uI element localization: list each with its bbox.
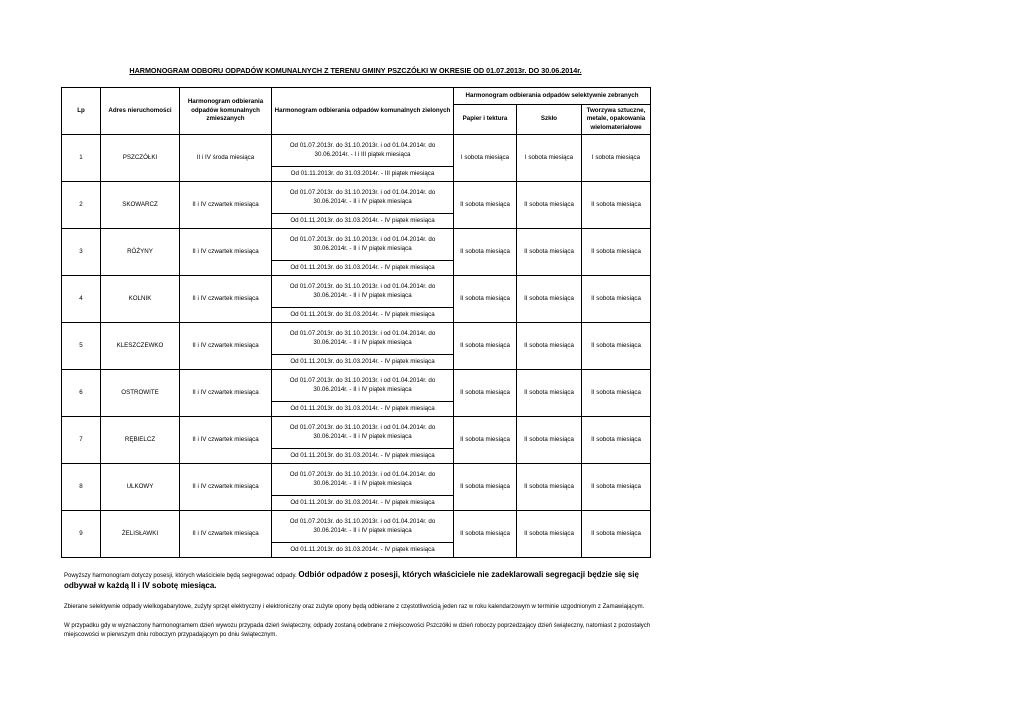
row-green-winter: Od 01.11.2013r. do 31.03.2014r. - IV piątek miesiąca <box>272 449 454 464</box>
table-row <box>62 323 651 355</box>
row-address: ULKOWY <box>101 464 180 511</box>
row-plastics: II sobota miesiąca <box>582 417 651 464</box>
row-green-summer: Od 01.07.2013r. do 31.10.2013r. i od 01.04.2014r. do 30.06.2014r. - II i IV piątek miesiąca <box>272 182 454 214</box>
row-address: RÓŻYNY <box>101 229 180 276</box>
row-glass: II sobota miesiąca <box>517 323 582 370</box>
table-row <box>62 229 651 261</box>
row-green-summer: Od 01.07.2013r. do 31.10.2013r. i od 01.04.2014r. do 30.06.2014r. - II i IV piątek miesiąca <box>272 229 454 261</box>
row-green-summer: Od 01.07.2013r. do 31.10.2013r. i od 01.04.2014r. do 30.06.2014r. - II i IV piątek miesiąca <box>272 323 454 355</box>
header-paper: Papier i tektura <box>454 105 517 135</box>
row-lp: 3 <box>62 229 101 276</box>
row-glass: II sobota miesiąca <box>517 370 582 417</box>
row-mixed: II i IV czwartek miesiąca <box>180 511 272 558</box>
note-segregation-text: Powyższy harmonogram dotyczy posesji, których właściciele będą segregować odpady. <box>64 573 299 579</box>
header-glass: Szkło <box>517 105 582 135</box>
row-mixed: II i IV środa miesiąca <box>180 135 272 182</box>
header-address: Adres nieruchomości <box>101 88 180 135</box>
row-plastics: II sobota miesiąca <box>582 182 651 229</box>
row-glass: I sobota miesiąca <box>517 135 582 182</box>
row-plastics: II sobota miesiąca <box>582 464 651 511</box>
row-mixed: II i IV czwartek miesiąca <box>180 417 272 464</box>
row-glass: II sobota miesiąca <box>517 229 582 276</box>
row-green-winter: Od 01.11.2013r. do 31.03.2014r. - IV piątek miesiąca <box>272 261 454 276</box>
table-row <box>62 135 651 167</box>
row-green-summer: Od 01.07.2013r. do 31.10.2013r. i od 01.04.2014r. do 30.06.2014r. - II i IV piątek miesiąca <box>272 464 454 496</box>
row-address: ŻELISŁAWKI <box>101 511 180 558</box>
row-glass: II sobota miesiąca <box>517 464 582 511</box>
row-paper: II sobota miesiąca <box>454 323 517 370</box>
header-green: Harmonogram odbierania odpadów komunalnych zielonych <box>272 88 454 135</box>
row-lp: 5 <box>62 323 101 370</box>
row-lp: 9 <box>62 511 101 558</box>
header-lp: Lp <box>62 88 101 135</box>
row-green-summer: Od 01.07.2013r. do 31.10.2013r. i od 01.04.2014r. do 30.06.2014r. - I i III piątek miesiąca <box>272 135 454 167</box>
note-holidays: W przypadku gdy w wyznaczony harmonogramem dzień wywozu przypada dzień świąteczny, odpady zostaną odebrane z miejscowości Pszczółki w dzień roboczy poprzedzający dzień świąteczny, natomiast z pozostałych miejscowości w pierwszym dniu roboczym przypadającym po dniu świątecznym. <box>64 623 651 639</box>
table-row <box>62 464 651 496</box>
row-paper: II sobota miesiąca <box>454 229 517 276</box>
row-address: RĘBIELCZ <box>101 417 180 464</box>
header-selective: Harmonogram odbierania odpadów selektywnie zebranych <box>454 88 651 105</box>
row-lp: 6 <box>62 370 101 417</box>
row-address: SKOWARCZ <box>101 182 180 229</box>
row-address: KLESZCZEWKO <box>101 323 180 370</box>
row-green-summer: Od 01.07.2013r. do 31.10.2013r. i od 01.04.2014r. do 30.06.2014r. - II i IV piątek miesiąca <box>272 276 454 308</box>
note-bulky-waste: Zbierane selektywnie odpady wielkogabarytowe, zużyty sprzęt elektryczny i elektroniczny oraz zużyte opony będą odbierane z częstotliwością jeden raz w roku kalendarzowym w terminie uzgodnionym z Zamawiającym. <box>64 603 645 610</box>
table-row <box>62 417 651 449</box>
note-segregation <box>64 569 664 592</box>
row-mixed: II i IV czwartek miesiąca <box>180 229 272 276</box>
row-green-winter: Od 01.11.2013r. do 31.03.2014r. - IV piątek miesiąca <box>272 496 454 511</box>
row-address: KOLNIK <box>101 276 180 323</box>
row-glass: II sobota miesiąca <box>517 417 582 464</box>
row-plastics: II sobota miesiąca <box>582 276 651 323</box>
row-plastics: II sobota miesiąca <box>582 511 651 558</box>
row-mixed: II i IV czwartek miesiąca <box>180 464 272 511</box>
row-paper: II sobota miesiąca <box>454 417 517 464</box>
row-glass: II sobota miesiąca <box>517 182 582 229</box>
table-row <box>62 182 651 214</box>
row-lp: 8 <box>62 464 101 511</box>
row-address: OSTROWITE <box>101 370 180 417</box>
page-title: HARMONOGRAM ODBORU ODPADÓW KOMUNALNYCH Z TERENU GMINY PSZCZÓŁKI W OKRESIE OD 01.07.2013r. DO 30.06.2014r. <box>129 66 582 75</box>
header-mixed: Harmonogram odbierania odpadów komunalnych zmieszanych <box>180 88 272 135</box>
row-plastics: II sobota miesiąca <box>582 370 651 417</box>
row-paper: II sobota miesiąca <box>454 182 517 229</box>
notes <box>64 569 664 651</box>
row-mixed: II i IV czwartek miesiąca <box>180 370 272 417</box>
row-lp: 4 <box>62 276 101 323</box>
row-lp: 7 <box>62 417 101 464</box>
row-green-winter: Od 01.11.2013r. do 31.03.2014r. - IV piątek miesiąca <box>272 355 454 370</box>
row-green-winter: Od 01.11.2013r. do 31.03.2014r. - III piątek miesiąca <box>272 167 454 182</box>
table-body <box>62 135 651 558</box>
row-mixed: II i IV czwartek miesiąca <box>180 182 272 229</box>
row-paper: II sobota miesiąca <box>454 464 517 511</box>
row-green-summer: Od 01.07.2013r. do 31.10.2013r. i od 01.04.2014r. do 30.06.2014r. - II i IV piątek miesiąca <box>272 511 454 543</box>
row-paper: I sobota miesiąca <box>454 135 517 182</box>
row-glass: II sobota miesiąca <box>517 511 582 558</box>
row-paper: II sobota miesiąca <box>454 511 517 558</box>
note-no-segregation-text: Odbiór odpadów z posesji, których właściciele nie zadeklarowali segregacji będzie się się odbywał w każdą II i IV sobotę miesiąca. <box>64 570 639 591</box>
row-paper: II sobota miesiąca <box>454 276 517 323</box>
table-row <box>62 276 651 308</box>
row-plastics: II sobota miesiąca <box>582 229 651 276</box>
row-green-winter: Od 01.11.2013r. do 31.03.2014r. - IV piątek miesiąca <box>272 308 454 323</box>
row-green-summer: Od 01.07.2013r. do 31.10.2013r. i od 01.04.2014r. do 30.06.2014r. - II i IV piątek miesiąca <box>272 417 454 449</box>
row-green-winter: Od 01.11.2013r. do 31.03.2014r. - IV piątek miesiąca <box>272 402 454 417</box>
row-green-winter: Od 01.11.2013r. do 31.03.2014r. - IV piątek miesiąca <box>272 543 454 558</box>
table-row <box>62 370 651 402</box>
header-plastics: Tworzywa sztuczne, metale, opakowania wielomateriałowe <box>582 105 651 135</box>
row-lp: 1 <box>62 135 101 182</box>
row-plastics: II sobota miesiąca <box>582 323 651 370</box>
row-lp: 2 <box>62 182 101 229</box>
row-green-summer: Od 01.07.2013r. do 31.10.2013r. i od 01.04.2014r. do 30.06.2014r. - II i IV piątek miesiąca <box>272 370 454 402</box>
row-mixed: II i IV czwartek miesiąca <box>180 323 272 370</box>
row-mixed: II i IV czwartek miesiąca <box>180 276 272 323</box>
row-glass: II sobota miesiąca <box>517 276 582 323</box>
schedule-table <box>61 87 651 558</box>
row-address: PSZCZÓŁKI <box>101 135 180 182</box>
row-plastics: I sobota miesiąca <box>582 135 651 182</box>
table-row <box>62 511 651 543</box>
row-green-winter: Od 01.11.2013r. do 31.03.2014r. - IV piątek miesiąca <box>272 214 454 229</box>
table-header <box>62 88 651 135</box>
row-paper: II sobota miesiąca <box>454 370 517 417</box>
